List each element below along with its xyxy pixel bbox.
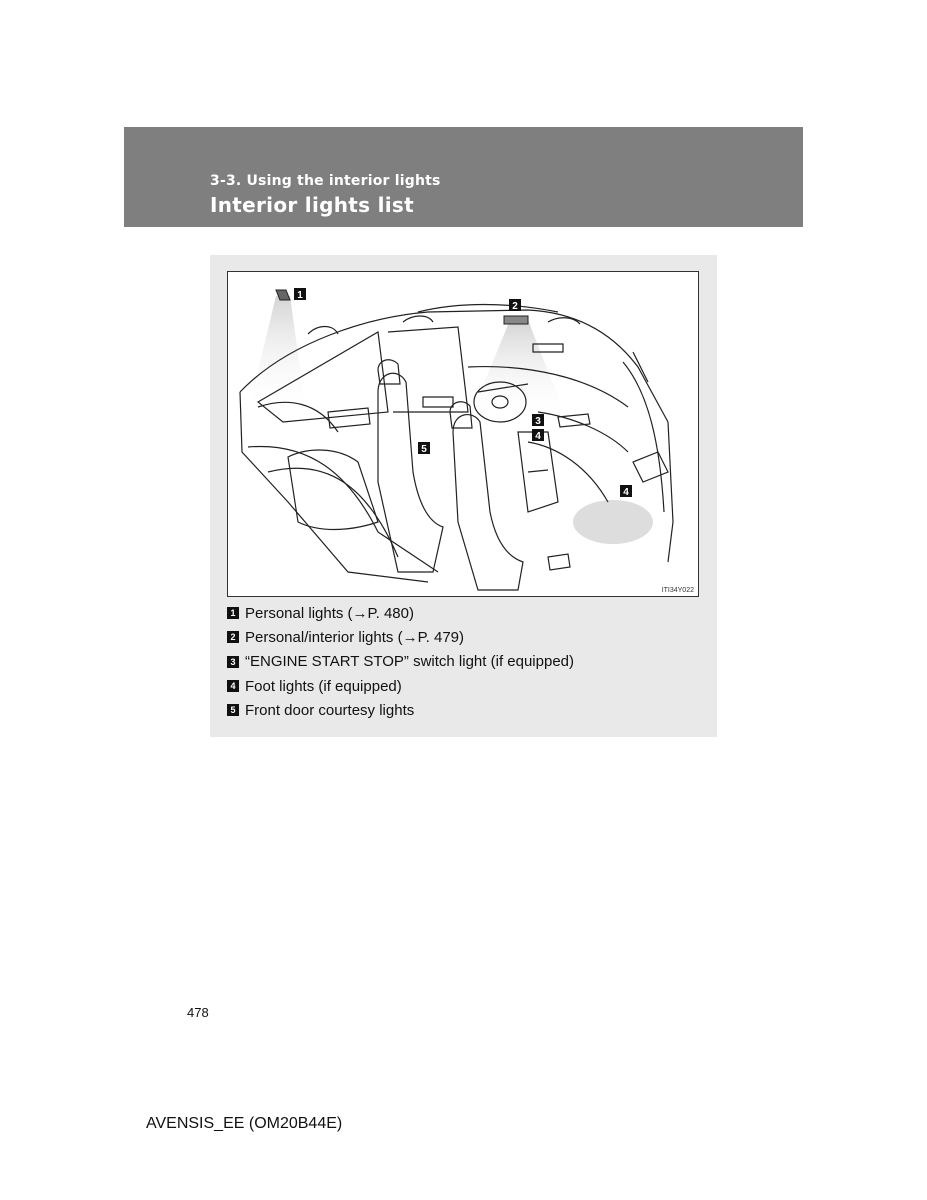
callout-3 [532,414,544,427]
figure-code: ITI34Y022 [661,587,694,594]
legend-number-badge: 3 [227,656,239,668]
legend-item [227,601,574,625]
svg-text:4: 4 [623,487,629,498]
legend-text: Personal lights (→P. 480) [245,604,414,622]
legend-number-badge: 2 [227,631,239,643]
legend-text: “ENGINE START STOP” switch light (if equipped) [245,653,574,671]
chapter-header [124,127,803,227]
callout-2 [509,299,521,312]
legend-list [227,601,574,722]
legend-item [227,674,574,698]
callout-1 [294,288,306,301]
footer-model-code: AVENSIS_EE (OM20B44E) [146,1115,343,1132]
interior-light-icon [504,316,528,324]
content-panel [210,255,717,737]
light-beam-interior [468,320,568,422]
svg-text:2: 2 [512,301,518,312]
light-beam-personal [248,296,306,412]
legend-text: Foot lights (if equipped) [245,677,402,695]
svg-text:1: 1 [297,290,303,301]
car-body-lines [240,305,673,591]
callout-4-passenger [620,485,632,498]
legend-number-badge: 5 [227,704,239,716]
legend-text: Personal/interior lights (→P. 479) [245,628,464,646]
svg-text:4: 4 [535,431,541,442]
light-pool-foot [573,500,653,544]
legend-number-badge: 1 [227,607,239,619]
interior-illustration [227,271,699,597]
legend-item [227,625,574,649]
callout-5 [418,442,430,455]
legend-number-badge: 4 [227,680,239,692]
legend-text: Front door courtesy lights [245,701,415,719]
svg-text:3: 3 [535,416,541,427]
callout-4 [532,429,544,442]
page-number: 478 [187,1005,209,1020]
svg-text:5: 5 [421,444,427,455]
car-interior-drawing [228,272,698,596]
page-title: Interior lights list [210,193,414,217]
section-label: 3-3. Using the interior lights [210,173,441,189]
legend-item [227,650,574,674]
legend-item [227,698,574,722]
